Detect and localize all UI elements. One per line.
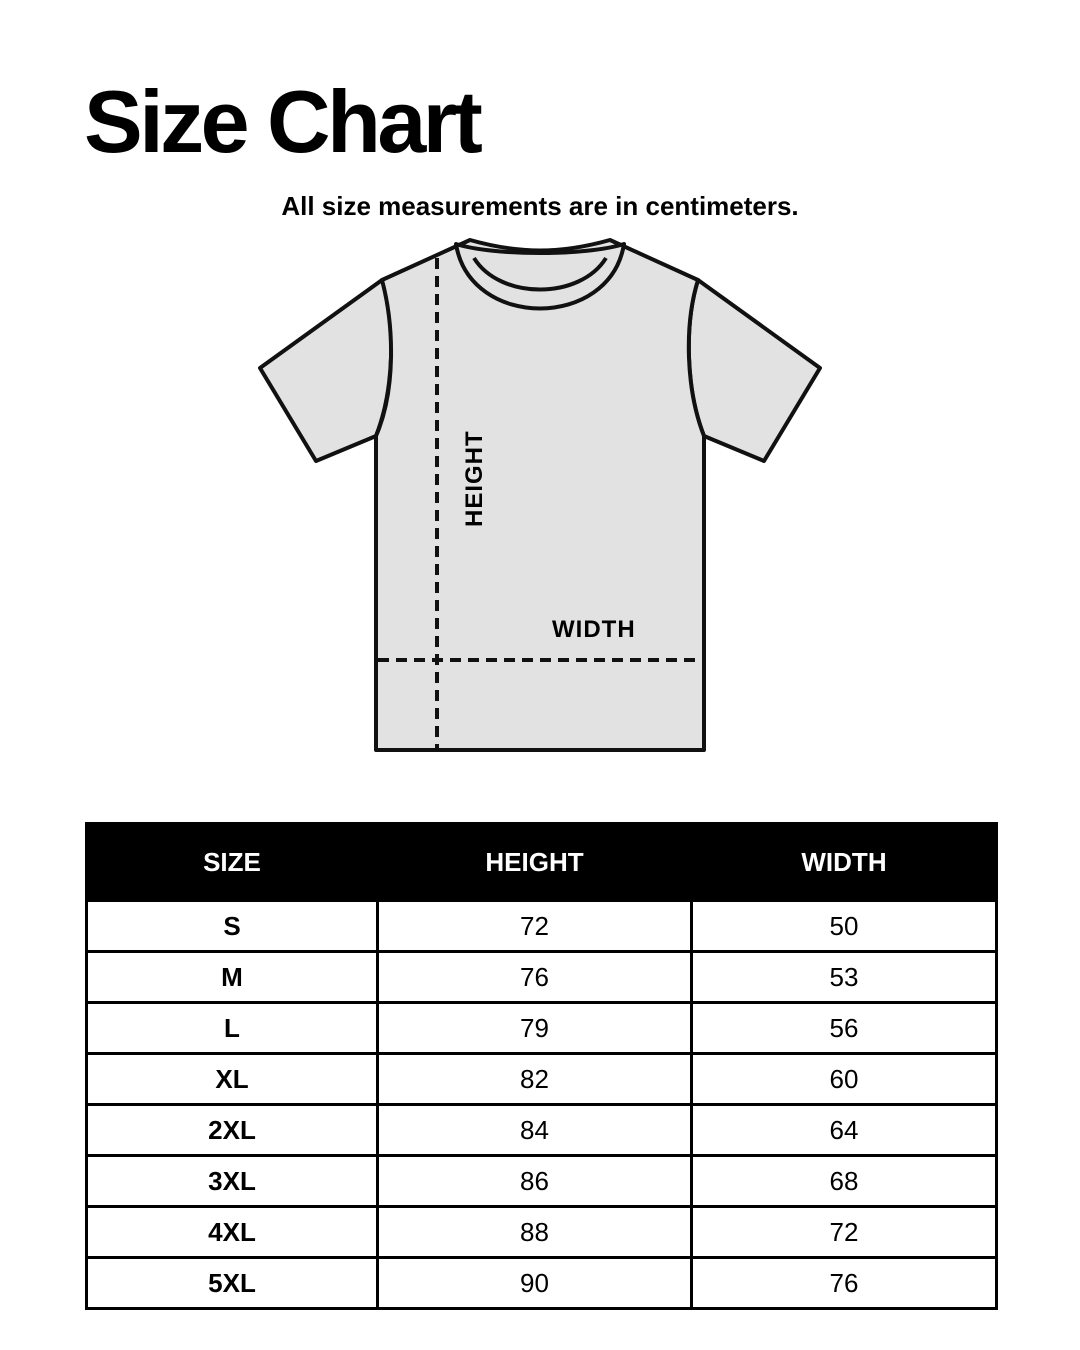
shirt-body — [376, 240, 704, 750]
column-header-height: HEIGHT — [378, 824, 692, 901]
size-table — [85, 822, 998, 1310]
size-cell: XL — [87, 1054, 378, 1105]
width-cell: 60 — [692, 1054, 997, 1105]
table-row — [87, 1003, 997, 1054]
measurement-note: All size measurements are in centimeters. — [281, 191, 799, 221]
page-title: Size Chart — [84, 72, 480, 171]
width-cell: 64 — [692, 1105, 997, 1156]
size-cell: M — [87, 952, 378, 1003]
size-cell: 3XL — [87, 1156, 378, 1207]
height-cell: 72 — [378, 901, 692, 952]
table-row — [87, 1105, 997, 1156]
left-sleeve — [260, 280, 391, 461]
width-cell: 68 — [692, 1156, 997, 1207]
table-row — [87, 901, 997, 952]
column-header-width: WIDTH — [692, 824, 997, 901]
height-cell: 79 — [378, 1003, 692, 1054]
right-sleeve — [689, 280, 820, 461]
width-cell: 53 — [692, 952, 997, 1003]
height-cell: 82 — [378, 1054, 692, 1105]
height-cell: 86 — [378, 1156, 692, 1207]
size-cell: L — [87, 1003, 378, 1054]
size-cell: 4XL — [87, 1207, 378, 1258]
width-cell: 76 — [692, 1258, 997, 1309]
table-row — [87, 952, 997, 1003]
table-row — [87, 1258, 997, 1309]
table-row — [87, 1054, 997, 1105]
width-cell: 72 — [692, 1207, 997, 1258]
table-header-row — [87, 824, 997, 901]
table-row — [87, 1156, 997, 1207]
width-cell: 56 — [692, 1003, 997, 1054]
height-label: HEIGHT — [461, 430, 488, 527]
height-cell: 84 — [378, 1105, 692, 1156]
height-cell: 76 — [378, 952, 692, 1003]
size-cell: 2XL — [87, 1105, 378, 1156]
table-row — [87, 1207, 997, 1258]
width-label: WIDTH — [552, 616, 636, 643]
width-cell: 50 — [692, 901, 997, 952]
size-cell: S — [87, 901, 378, 952]
height-cell: 90 — [378, 1258, 692, 1309]
height-cell: 88 — [378, 1207, 692, 1258]
column-header-size: SIZE — [87, 824, 378, 901]
size-cell: 5XL — [87, 1258, 378, 1309]
